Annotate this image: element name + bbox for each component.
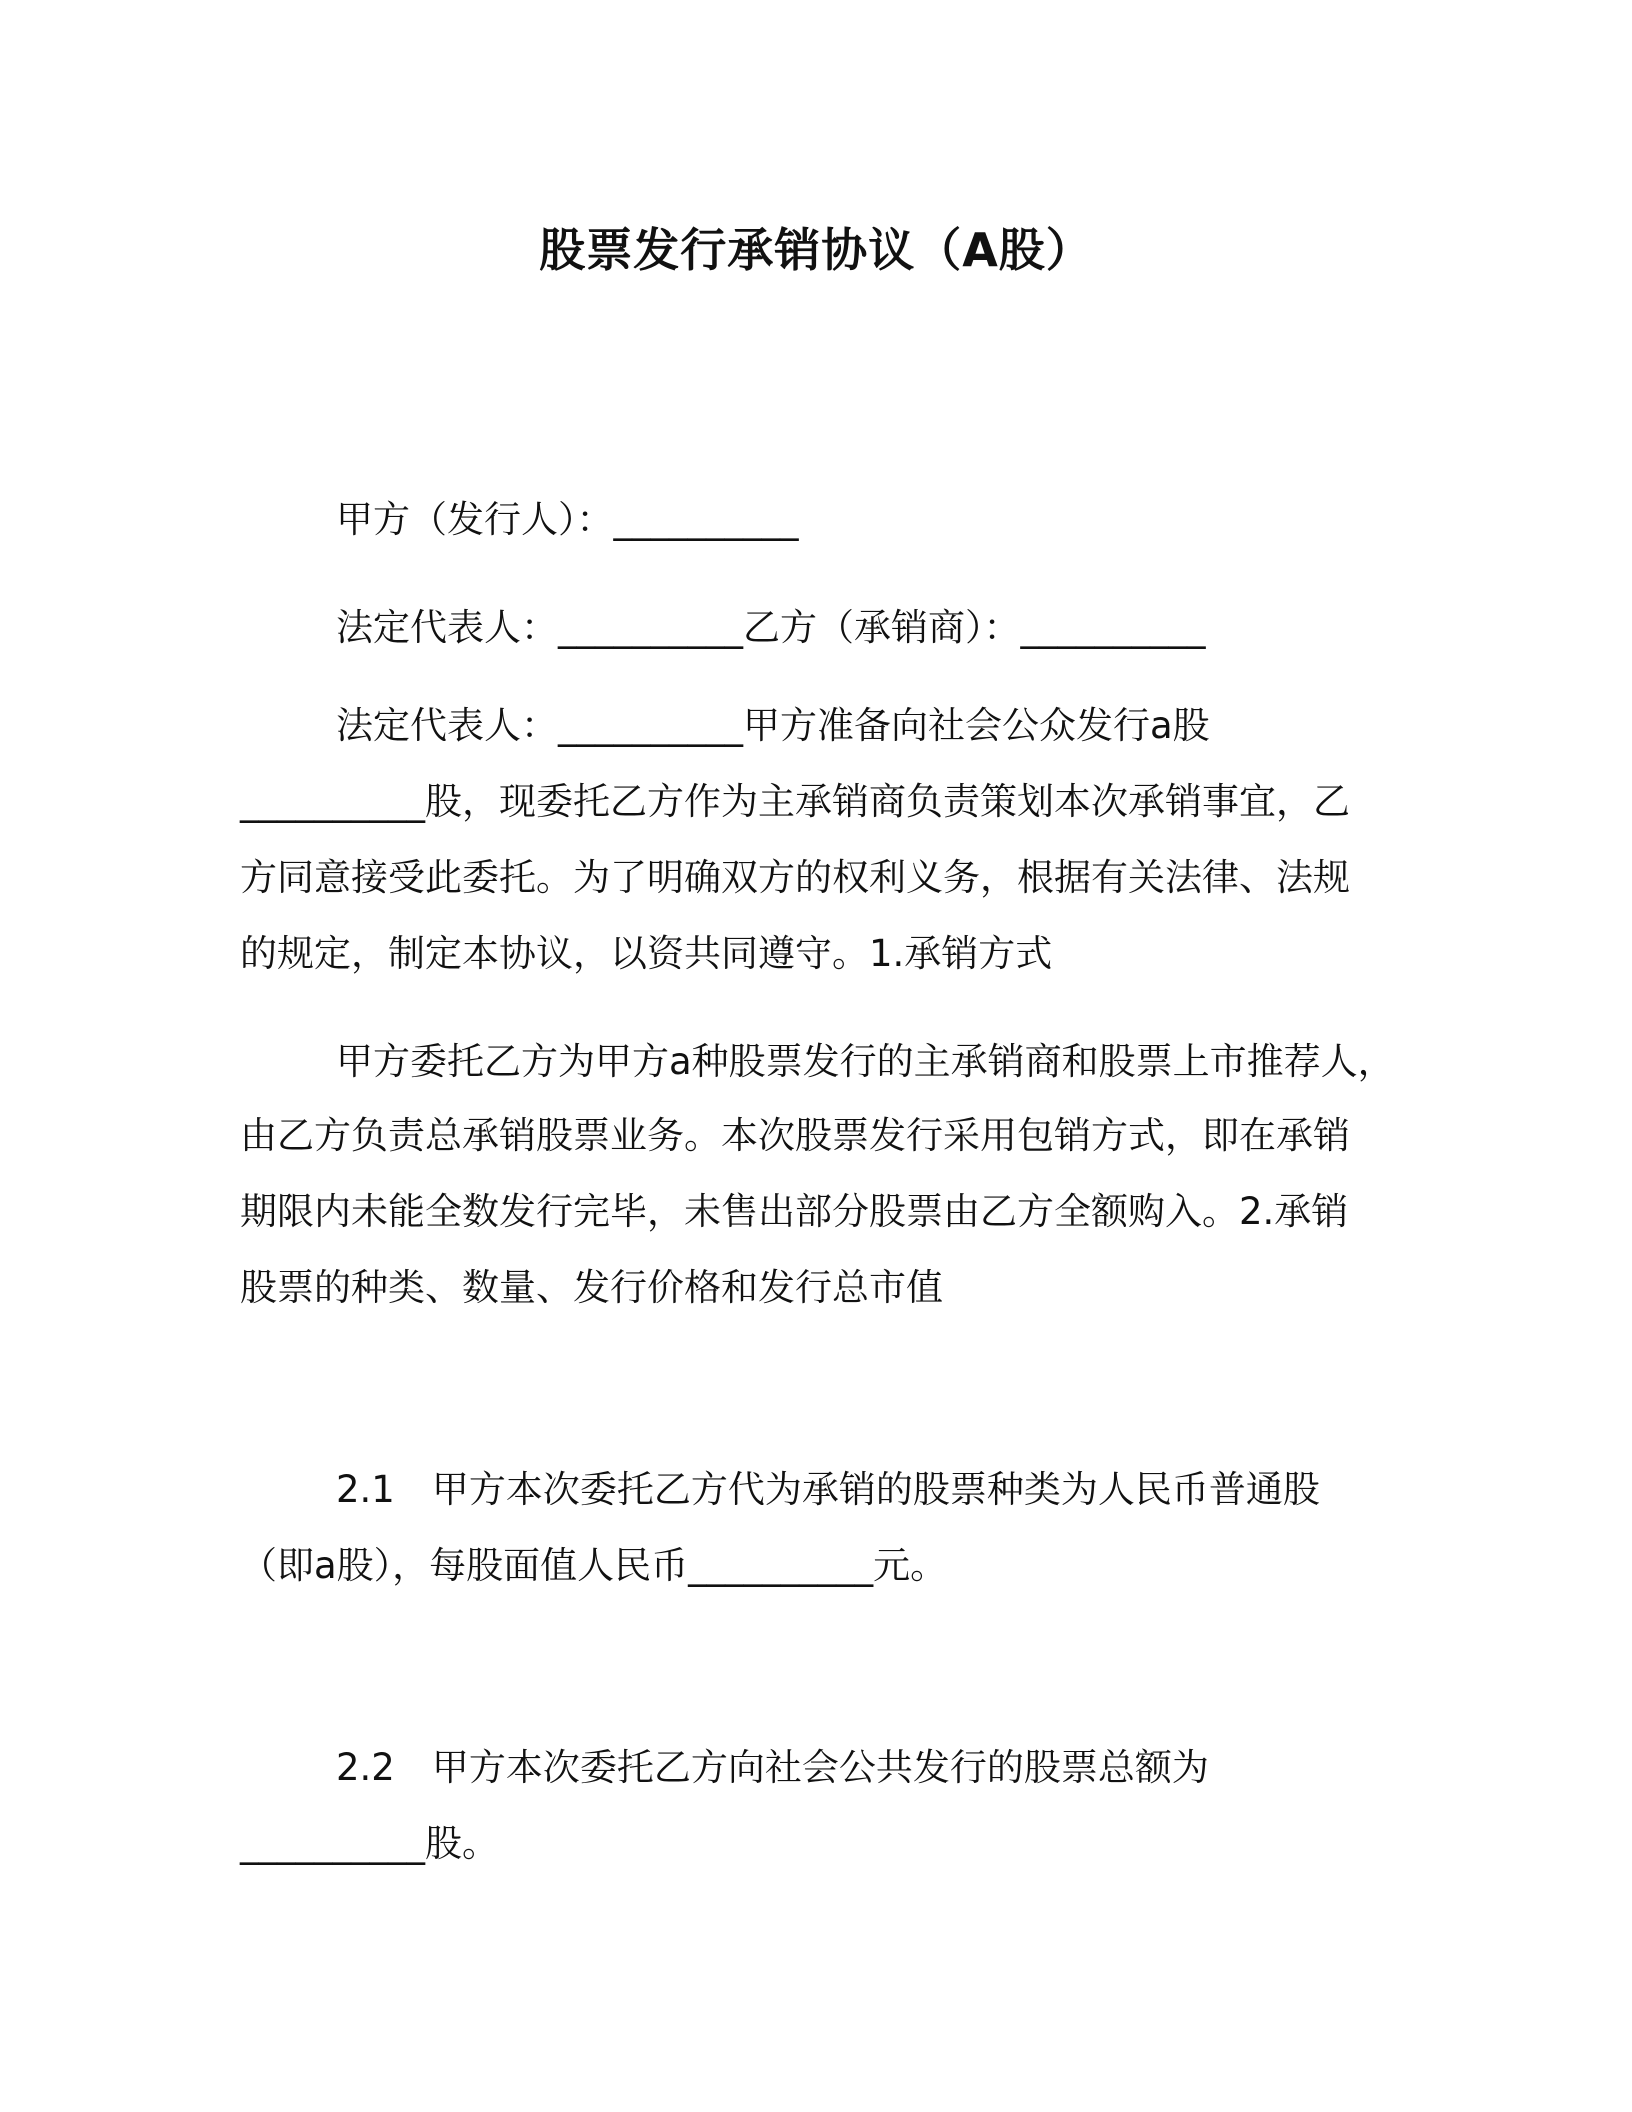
paragraph-line: __________股，现委托乙方作为主承销商负责策划本次承销事宜，乙 <box>240 780 1350 823</box>
paragraph-line: 由乙方负责总承销股票业务。本次股票发行采用包销方式，即在承销 <box>240 1114 1350 1157</box>
paragraph-line: 方同意接受此委托。为了明确双方的权利义务，根据有关法律、法规 <box>240 856 1350 899</box>
section-2-1-line: 2.1 甲方本次委托乙方代为承销的股票种类为人民币普通股 <box>336 1468 1320 1511</box>
paragraph-line: （即a股），每股面值人民币__________元。 <box>240 1544 948 1587</box>
representative-party-b-line: 法定代表人：__________乙方（承销商）：__________ <box>336 606 1206 649</box>
section-2-2-line: 2.2 甲方本次委托乙方向社会公共发行的股票总额为 <box>336 1746 1209 1789</box>
section-1-line: 甲方委托乙方为甲方a种股票发行的主承销商和股票上市推荐人， <box>336 1040 1395 1083</box>
paragraph-line: 股票的种类、数量、发行价格和发行总市值 <box>240 1266 943 1309</box>
paragraph-line: 期限内未能全数发行完毕，未售出部分股票由乙方全额购入。2.承销 <box>240 1190 1349 1233</box>
party-a-line: 甲方（发行人）：__________ <box>336 498 799 541</box>
document-title: 股票发行承销协议（A股） <box>539 223 1093 277</box>
representative-issue-line: 法定代表人：__________甲方准备向社会公众发行a股 <box>336 704 1210 747</box>
paragraph-line: __________股。 <box>240 1822 499 1865</box>
paragraph-line: 的规定，制定本协议，以资共同遵守。1.承销方式 <box>240 932 1053 975</box>
